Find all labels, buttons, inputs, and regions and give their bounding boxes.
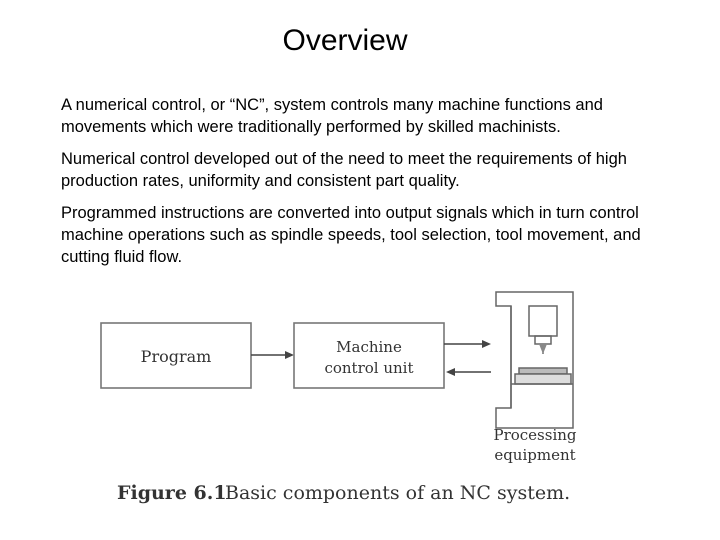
arrow-mcu-to-equipment bbox=[444, 340, 491, 348]
paragraph-nc-origin: Numerical control developed out of the need to meet the requirements of high production rates, uniformity and consistent part quality. bbox=[61, 150, 627, 190]
figure-caption-text: Basic components of an NC system. bbox=[225, 482, 571, 504]
equipment-label-line1: Processing bbox=[493, 426, 577, 444]
slide-title: Overview bbox=[282, 24, 408, 57]
equipment-label-line2: equipment bbox=[494, 446, 576, 464]
mcu-label-line1: Machine bbox=[336, 338, 402, 356]
processing-equipment-icon bbox=[496, 292, 573, 428]
arrow-program-to-mcu bbox=[251, 351, 294, 359]
paragraph-nc-definition: A numerical control, or “NC”, system controls many machine functions and movements which were traditionally performed by skilled machinists. bbox=[61, 96, 603, 136]
program-box bbox=[101, 323, 251, 388]
paragraph-programmed-instructions: Programmed instructions are converted into output signals which in turn control machine operations such as spindle speeds, tool selection, tool movement, and cutting fluid flow. bbox=[61, 204, 641, 266]
nc-system-diagram bbox=[95, 288, 595, 518]
arrow-equipment-to-mcu bbox=[446, 368, 491, 376]
program-label: Program bbox=[140, 347, 212, 366]
mcu-label-line2: control unit bbox=[324, 359, 414, 377]
figure-caption-number: Figure 6.1 bbox=[117, 482, 227, 504]
machine-control-unit-box bbox=[294, 323, 444, 388]
